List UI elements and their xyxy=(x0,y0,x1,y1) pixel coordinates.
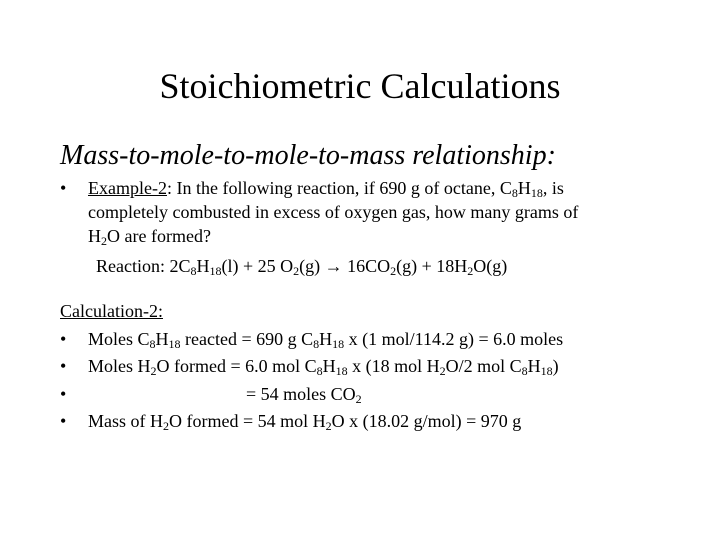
bullet: • xyxy=(60,383,67,404)
example-text: O are formed? xyxy=(107,226,211,246)
example-label: Example-2 xyxy=(88,178,167,198)
subscript: 2 xyxy=(163,419,169,433)
subscript: 2 xyxy=(325,419,332,433)
reaction-equation xyxy=(96,254,507,278)
subscript: 2 xyxy=(150,364,157,378)
reaction-text: (g) + 18H xyxy=(396,256,468,276)
calculation-line-2 xyxy=(60,353,680,381)
calc-text: Mass of H xyxy=(88,411,163,431)
bullet: • xyxy=(60,328,67,349)
example-text: H xyxy=(517,178,531,198)
calc-text: O x (18.02 g/mol) = 970 g xyxy=(331,411,522,431)
slide-subtitle: Mass-to-mole-to-mole-to-mass relationship: xyxy=(60,140,556,171)
calc-text: x (1 mol/114.2 g) = 6.0 moles xyxy=(344,328,564,349)
example-line-1 xyxy=(60,176,660,200)
calc-text: Moles C xyxy=(88,328,150,349)
calculation-line-1 xyxy=(60,326,680,354)
subscript: 2 xyxy=(355,391,362,406)
bullet: • xyxy=(60,178,67,198)
calc-text: ) xyxy=(552,356,559,376)
subscript: 8 xyxy=(511,186,518,200)
subscript: 8 xyxy=(316,364,323,378)
calc-text: x (18 mol H xyxy=(347,356,440,376)
subscript: 2 xyxy=(390,264,397,278)
reaction-text: (l) + 25 O xyxy=(221,256,294,276)
reaction-text: O(g) xyxy=(473,256,508,276)
subscript: 18 xyxy=(168,336,181,351)
calc-text: H xyxy=(155,328,169,349)
calculation-block xyxy=(60,298,680,436)
slide-title: Stoichiometric Calculations xyxy=(159,66,561,106)
calc-text: = 54 moles CO xyxy=(246,383,356,404)
calc-text: H xyxy=(527,356,541,376)
subscript: 18 xyxy=(209,264,222,278)
example-text: H xyxy=(88,226,101,246)
subscript: 2 xyxy=(101,234,107,248)
reaction-text: Reaction: 2C xyxy=(96,256,191,276)
reaction-text: H xyxy=(196,256,210,276)
subscript: 18 xyxy=(530,186,543,200)
example-block xyxy=(60,176,660,248)
calc-text: reacted = 690 g C xyxy=(180,328,314,349)
example-line-2: completely combusted in excess of oxygen gas, how many grams of xyxy=(88,202,579,222)
subscript: 8 xyxy=(521,364,528,378)
example-text: : In the following reaction, if 690 g of octane, C xyxy=(166,178,512,198)
example-line-3 xyxy=(60,224,660,248)
subscript: 18 xyxy=(540,364,553,378)
calc-text: H xyxy=(322,356,336,376)
reaction-text: (g) → 16CO xyxy=(299,256,391,276)
example-text: , is xyxy=(542,178,564,198)
calculation-heading: Calculation-2: xyxy=(60,301,163,321)
bullet: • xyxy=(60,356,67,376)
calc-text: O formed = 54 mol H xyxy=(169,411,326,431)
subscript: 8 xyxy=(190,264,197,278)
subscript: 18 xyxy=(335,364,348,378)
calc-text: H xyxy=(319,328,333,349)
calc-text: O/2 mol C xyxy=(445,356,522,376)
bullet: • xyxy=(60,411,67,431)
subscript: 2 xyxy=(439,364,446,378)
subscript: 18 xyxy=(332,336,345,351)
subscript: 2 xyxy=(293,264,300,278)
subscript: 8 xyxy=(149,336,156,351)
subscript: 8 xyxy=(313,336,320,351)
subscript: 2 xyxy=(467,264,474,278)
calc-text: Moles H xyxy=(88,356,151,376)
calculation-line-3 xyxy=(60,381,680,409)
calc-text: O formed = 6.0 mol C xyxy=(156,356,317,376)
calculation-line-4 xyxy=(60,408,680,436)
